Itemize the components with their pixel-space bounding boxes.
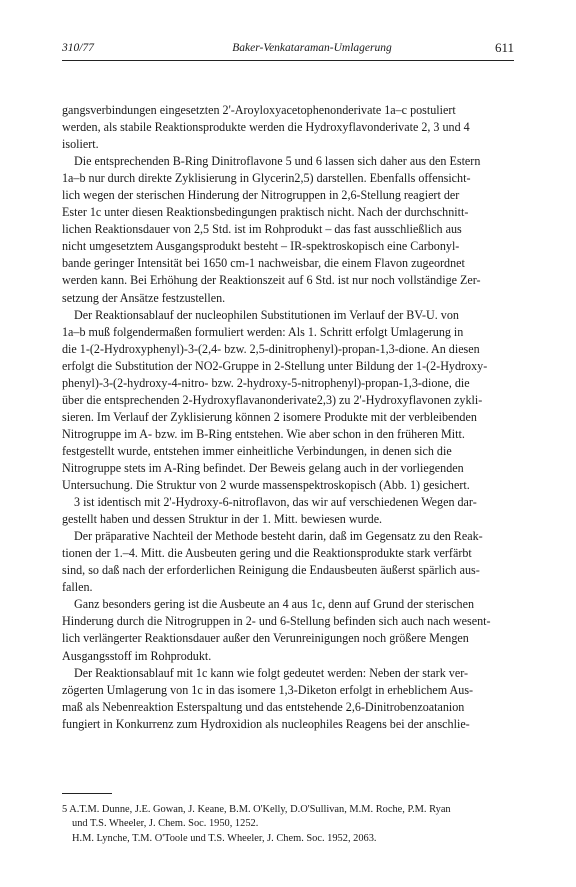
line-text: Der Reaktionsablauf der nucleophilen Substitutionen im Verlauf der BV-U. von	[74, 307, 459, 322]
paragraph-3	[62, 307, 516, 495]
line-text: Nitrogruppe im A- bzw. im B-Ring entstehen. Wie aber schon in den früheren Mitt.	[62, 426, 465, 441]
line-text: maß als Nebenreaktion Esterspaltung und das entstehende 2,6-Dinitrobenzoatanion	[62, 699, 465, 714]
text-line	[62, 562, 516, 579]
text-line	[62, 545, 516, 562]
line-text: Ganz besonders gering ist die Ausbeute an 4 aus 1c, denn auf Grund der sterischen	[74, 597, 474, 612]
paragraph-5	[62, 528, 516, 596]
text-line	[62, 324, 516, 341]
text-line	[62, 648, 516, 665]
text-line	[62, 170, 516, 187]
text-line	[62, 204, 516, 221]
line-text: gangsverbindungen eingesetzten 2'-Aroyloxyacetophenonderivate 1a–c postuliert	[62, 103, 456, 117]
line-text: bande geringer Intensität bei 1650 cm-1 nachweisbar, die einem Flavon zugeordnet	[62, 256, 465, 271]
article-body	[62, 102, 516, 733]
text-line	[62, 596, 516, 613]
line-text: Die entsprechenden B-Ring Dinitroflavone 5 und 6 lassen sich daher aus den Estern	[74, 154, 481, 169]
line-text: nicht umgesetztem Ausgangsprodukt besteht – IR-spektroskopisch eine Carbonyl-	[62, 239, 460, 254]
text-line	[62, 716, 516, 733]
footnote-line: H.M. Lynche, T.M. O'Toole und T.S. Wheeler, J. Chem. Soc. 1952, 2063.	[72, 832, 377, 844]
text-line	[62, 528, 516, 545]
text-line	[62, 221, 516, 238]
paragraph-6	[62, 596, 516, 664]
text-line	[62, 613, 516, 630]
text-line	[62, 290, 516, 307]
line-text: sind, so daß nach der erforderlichen Reinigung die Endausbeuten äußerst spärlich aus-	[62, 563, 480, 578]
footnote-line: 5 A.T.M. Dunne, J.E. Gowan, J. Keane, B.M. O'Kelly, D.O'Sullivan, M.M. Roche, P.M. Ryan	[62, 804, 451, 815]
text-line	[62, 477, 516, 494]
running-title: Baker-Venkataraman-Umlagerung	[232, 42, 392, 54]
text-line	[62, 426, 516, 443]
line-text: werden kann. Bei Erhöhung der Reaktionszeit auf 6 Std. ist nur noch vollständige Zer-	[62, 273, 481, 288]
line-text: über die entsprechenden 2-Hydroxyflavanonderivate2,3) zu 2'-Hydroxyflavonen zykli-	[62, 392, 483, 407]
text-line	[62, 443, 516, 460]
line-text: phenyl)-3-(2-hydroxy-4-nitro- bzw. 2-hydroxy-5-nitrophenyl)-propan-1,3-dione, die	[62, 375, 470, 390]
text-line	[62, 187, 516, 204]
journal-reference: 310/77	[62, 42, 94, 54]
line-text: festgestellt wurde, entstehen immer einheitliche Verbindungen, in denen sich die	[62, 443, 452, 458]
footnote-line: und T.S. Wheeler, J. Chem. Soc. 1950, 1252.	[72, 818, 259, 830]
text-line	[62, 665, 516, 682]
text-line	[62, 579, 516, 596]
text-line	[62, 358, 516, 375]
line-text: werden, als stabile Reaktionsprodukte werden die Hydroxyflavonderivate 2, 3 und 4	[62, 120, 470, 135]
line-text: setzung der Ansätze festzustellen.	[62, 290, 226, 305]
text-line	[62, 392, 516, 409]
paragraph-7	[62, 665, 516, 733]
footnotes	[62, 803, 516, 846]
text-line	[62, 102, 516, 119]
line-text: fallen.	[62, 580, 93, 595]
line-text: gestellt haben und dessen Struktur in der 1. Mitt. bewiesen wurde.	[62, 512, 383, 527]
line-text: Nitrogruppe stets im A-Ring befindet. Der Beweis gelang auch in der vorliegenden	[62, 460, 464, 475]
footnote-rule	[62, 793, 112, 794]
line-text: lich verlängerter Reaktionsdauer außer den Verunreinigungen noch größere Mengen	[62, 631, 469, 646]
text-line	[62, 682, 516, 699]
text-line	[62, 153, 516, 170]
text-line	[62, 272, 516, 289]
text-line	[62, 238, 516, 255]
line-text: lich wegen der sterischen Hinderung der Nitrogruppen in 2,6-Stellung reagiert der	[62, 188, 460, 203]
line-text: Der präparative Nachteil der Methode besteht darin, daß im Gegensatz zu den Reak-	[74, 529, 483, 544]
line-text: erfolgt die Substitution der NO2-Gruppe in 2-Stellung unter Bildung der 1-(2-Hydroxy-	[62, 358, 488, 373]
line-text: 1a–b muß folgendermaßen formuliert werden: Als 1. Schritt erfolgt Umlagerung in	[62, 324, 464, 339]
running-header	[62, 38, 514, 60]
line-text: zögerten Umlagerung von 1c in das isomere 1,3-Diketon erfolgt in erheblichem Aus-	[62, 682, 474, 697]
line-text: fungiert in Konkurrenz zum Hydroxidion als nucleophiles Reagens bei der anschlie-	[62, 716, 470, 731]
text-line	[62, 630, 516, 647]
line-text: die 1-(2-Hydroxyphenyl)-3-(2,4- bzw. 2,5-dinitrophenyl)-propan-1,3-dione. An diesen	[62, 341, 480, 356]
line-text: Ausgangsstoff im Rohprodukt.	[62, 648, 212, 663]
header-rule	[62, 60, 514, 61]
text-line	[62, 460, 516, 477]
line-text: 1a–b nur durch direkte Zyklisierung in Glycerin2,5) darstellen. Ebenfalls offensicht-	[62, 171, 471, 186]
line-text: 3 ist identisch mit 2'-Hydroxy-6-nitroflavon, das wir auf verschiedenen Wegen dar-	[74, 495, 477, 510]
line-text: isoliert.	[62, 137, 99, 152]
text-line	[62, 699, 516, 716]
text-line	[62, 307, 516, 324]
text-line	[62, 511, 516, 528]
text-line	[62, 255, 516, 272]
text-line	[62, 341, 516, 358]
paragraph-4	[62, 494, 516, 528]
line-text: tionen der 1.–4. Mitt. die Ausbeuten gering und die Reaktionsprodukte stark verfärbt	[62, 546, 472, 561]
paragraph-1	[62, 102, 516, 153]
line-text: Der Reaktionsablauf mit 1c kann wie folgt gedeutet werden: Neben der stark ver-	[74, 665, 469, 680]
line-text: sieren. Im Verlauf der Zyklisierung können 2 isomere Produkte mit der verbleibenden	[62, 409, 477, 424]
line-text: Ester 1c unter diesen Reaktionsbedingungen praktisch nicht. Nach der durchschnitt-	[62, 205, 469, 220]
line-text: lichen Reaktionsdauer von 2,5 Std. ist im Rohprodukt – das fast ausschließlich aus	[62, 222, 462, 237]
text-line	[62, 409, 516, 426]
line-text: Hinderung durch die Nitrogruppen in 2- und 6-Stellung befinden sich auch nach wesent-	[62, 614, 491, 629]
text-line	[62, 119, 516, 136]
page-number: 611	[494, 40, 514, 55]
paragraph-2	[62, 153, 516, 306]
text-line	[62, 136, 516, 153]
text-line	[62, 375, 516, 392]
line-text: Untersuchung. Die Struktur von 2 wurde massenspektroskopisch (Abb. 1) gesichert.	[62, 478, 470, 493]
text-line	[62, 494, 516, 511]
